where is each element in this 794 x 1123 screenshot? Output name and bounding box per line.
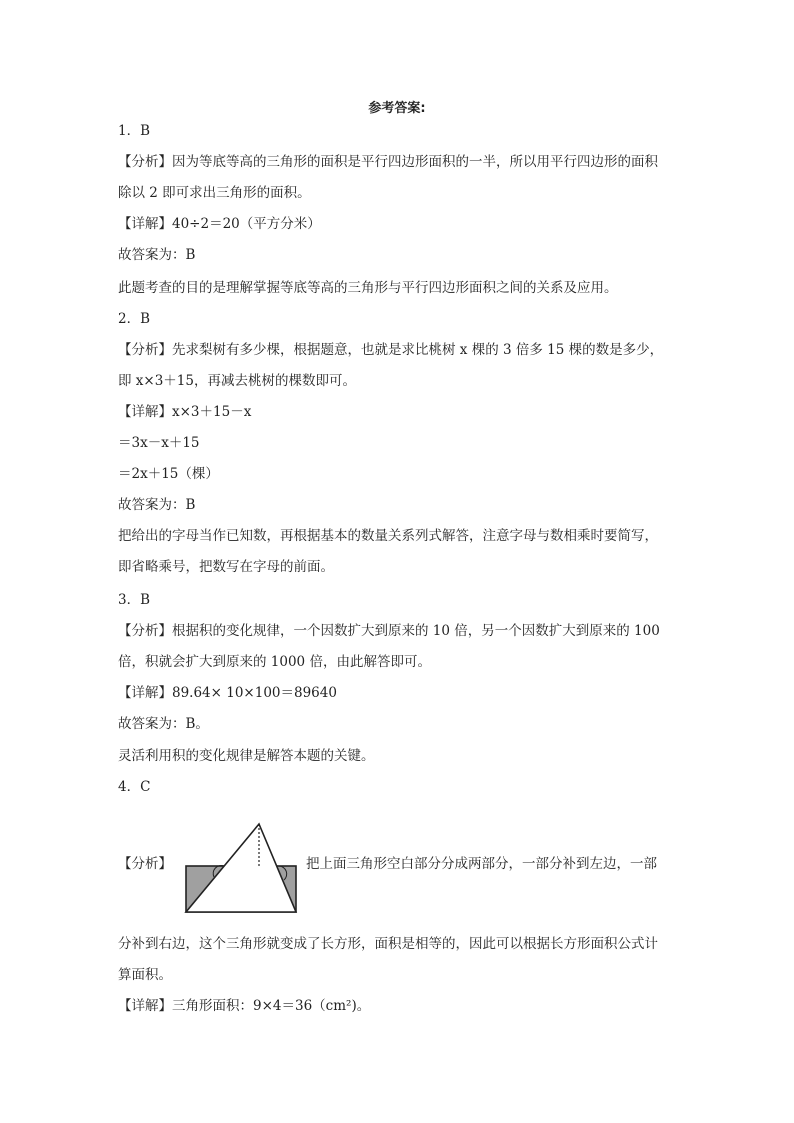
q2-step-1: ＝3x－x＋15 <box>118 435 200 451</box>
q2-comment-cont: 即省略乘号，把数写在字母的前面。 <box>118 559 334 575</box>
q3-detail: 【详解】89.64× 10×100＝89640 <box>118 685 337 701</box>
triangle-rectangle-figure <box>184 822 300 916</box>
q3-analysis-cont: 倍，积就会扩大到原来的 1000 倍，由此解答即可。 <box>118 654 431 670</box>
q2-analysis: 【分析】先求梨树有多少棵，根据题意，也就是求比桃树 x 棵的 3 倍多 15 棵的数是多少， <box>118 342 664 358</box>
q1-conclusion: 故答案为：B <box>118 247 196 263</box>
q1-analysis-cont: 除以 2 即可求出三角形的面积。 <box>118 185 311 201</box>
q3-comment: 灵活利用积的变化规律是解答本题的关键。 <box>118 748 375 764</box>
q4-analysis-end: 算面积。 <box>118 967 172 983</box>
q2-step-2: ＝2x＋15（棵） <box>118 466 219 482</box>
q4-answer: 4．C <box>118 779 151 795</box>
q1-comment: 此题考查的目的是理解掌握等底等高的三角形与平行四边形面积之间的关系及应用。 <box>118 280 618 296</box>
q4-analysis: 把上面三角形空白部分分成两部分，一部分补到左边，一部 <box>306 856 657 872</box>
q2-answer: 2．B <box>118 311 151 327</box>
q1-detail: 【详解】40÷2＝20（平方分米） <box>118 216 321 232</box>
q2-detail: 【详解】x×3＋15－x <box>118 404 252 420</box>
q1-analysis: 【分析】因为等底等高的三角形的面积是平行四边形面积的一半，所以用平行四边形的面积 <box>118 154 658 170</box>
q4-detail: 【详解】三角形面积：9×4＝36（cm²)。 <box>118 998 371 1014</box>
q1-answer: 1．B <box>118 123 151 139</box>
q2-analysis-cont: 即 x×3＋15，再减去桃树的棵数即可。 <box>118 373 356 389</box>
q2-comment: 把给出的字母当作已知数，再根据基本的数量关系列式解答，注意字母与数相乘时要简写， <box>118 528 658 544</box>
q3-answer: 3．B <box>118 592 151 608</box>
answer-title: 参考答案: <box>368 101 426 116</box>
q4-analysis-label: 【分析】 <box>118 856 172 872</box>
q2-conclusion: 故答案为：B <box>118 497 196 513</box>
q4-analysis-cont: 分补到右边，这个三角形就变成了长方形，面积是相等的，因此可以根据长方形面积公式计 <box>118 936 658 952</box>
q3-analysis: 【分析】根据积的变化规律，一个因数扩大到原来的 10 倍，另一个因数扩大到原来的 100 <box>118 623 660 639</box>
q3-conclusion: 故答案为：B。 <box>118 716 209 732</box>
